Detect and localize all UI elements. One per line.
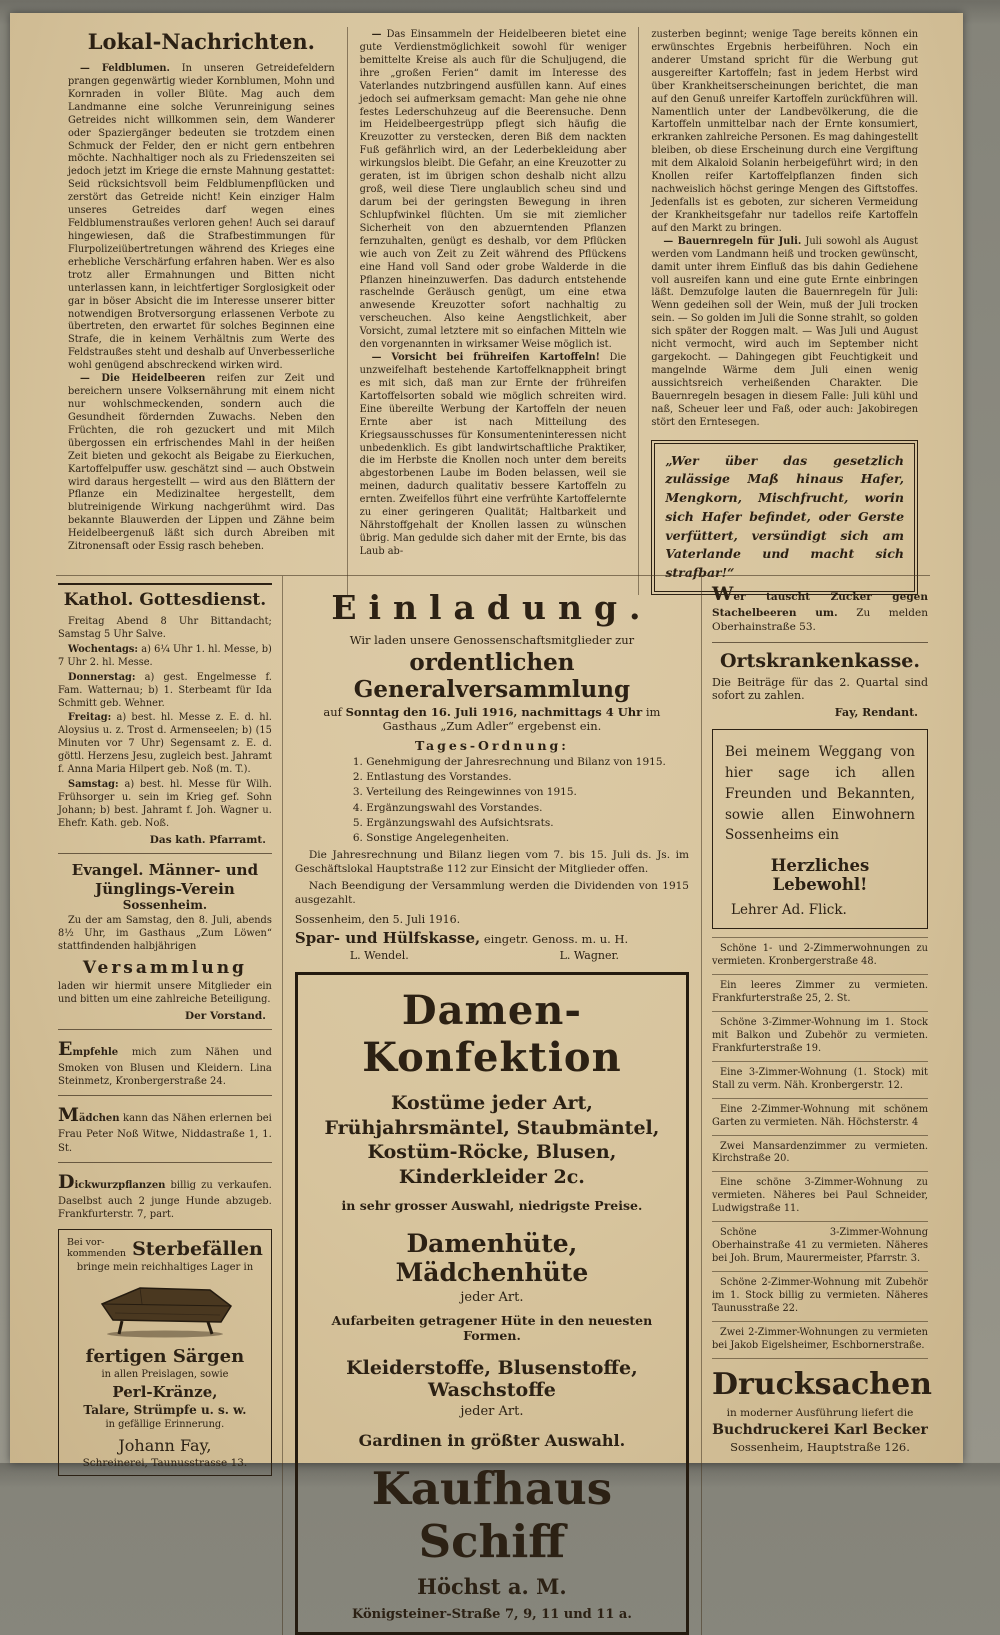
when-post: im Gasthaus „Zum Adler“ ergebenst ein. bbox=[382, 705, 661, 733]
article-text: Das Einsammeln der Heidelbeeren bietet eine gute Verdienstmöglichkeit sowohl für weniger bemittelte Kreise als auch für die Schuljugend, die ihre „großen Ferien“ damit im Interesse des Vaterlandes nutzbringend ausfüllen kann. Auf eines jedoch sei aufmerksam gemacht: Man gehe nie ohne festes Lederschuhzeug auf die Beerensuche. Denn im Heidelbeergestrüpp pflegt sich häufig die Kreuzotter zu verstecken, deren Biß dem nackten Fuß gefährlich wird, an der Lederbekleidung aber wirkungslos bleibt. Die Gefahr, an eine Kreuzotter zu geraten, ist im übrigen schon deshalb nicht allzu groß, weil diese Tiere unglaublich scheu sind und darum bei der geringsten Bewegung in ihren Schlupfwinkel flüchten. Um sie mit ziemlicher Sicherheit von den abzuerntenden Pflanzen fernzuhalten, genügt es deshalb, vor dem Pflücken wie auch von Zeit zu Zeit während des Pflückens eine Hand voll Sand oder grobe Walderde in die Pflanzen hineinzuwerfen. Das dadurch entstehende raschelnde Geräusch genügt, um eine etwa anwesende Kreuzotter sofort nachhaltig zu verscheuchen. Also keine Aengstlichkeit, aber Vorsicht, zumal letztere mit so einfachen Mitteln wie den vorgenannten in wirksamer Weise möglich ist. bbox=[359, 29, 627, 351]
service-text: Freitag Abend 8 Uhr Bittandacht; Samstag 5 Uhr Salve. bbox=[58, 616, 272, 640]
ad-lead: Empfehle bbox=[58, 1037, 119, 1060]
service-line bbox=[58, 712, 272, 777]
place-date: Sossenheim, den 5. Juli 1916. bbox=[294, 913, 461, 926]
printer-address: Sossenheim, Hauptstraße 126. bbox=[730, 1439, 910, 1454]
day-label: Freitag: bbox=[68, 712, 112, 724]
ad-products-line: Kostüme jeder Art, Frühjahrsmäntel, Staubmäntel, Kostüm-Röcke, Blusen, Kinderkleider 2c. bbox=[324, 1092, 660, 1189]
service-text: a) 6¼ Uhr 1. hl. Messe, b) 7 Uhr 2. hl. Messe. bbox=[58, 643, 272, 668]
farewell-signature: Lehrer Ad. Flick. bbox=[731, 902, 847, 919]
invitation-title: Einladung. bbox=[331, 588, 653, 627]
funeral-kraenze: Perl-Kränze, bbox=[112, 1383, 218, 1402]
drucksachen-line1: in moderner Ausführung liefert die bbox=[726, 1406, 914, 1419]
signature-wendel: L. Wendel. bbox=[349, 949, 409, 962]
ortskrankenkasse-title: Ortskrankenkasse. bbox=[720, 649, 920, 672]
when-date: Sonntag den 16. Juli 1916, nachmittags 4 Uhr bbox=[345, 705, 643, 719]
rule bbox=[58, 1162, 272, 1163]
funeral-pre-line2: kommenden bbox=[67, 1248, 127, 1260]
evangel-title: Evangel. Männer- und Jünglings-Verein bbox=[71, 860, 259, 898]
funeral-saerge: fertigen Särgen bbox=[85, 1346, 245, 1368]
day-label: Wochentags: bbox=[68, 643, 139, 655]
ad-aufarbeiten-line: Aufarbeiten getragener Hüte in den neuesten Formen. bbox=[331, 1312, 653, 1343]
apartment-listing: Zwei Mansardenzimmer zu vermieten. Kirchstraße 20. bbox=[712, 1135, 928, 1172]
ad-text: billig zu verkaufen. Daselbst auch 2 junge Hunde abzugeb. Frankfurterstr. 7, part. bbox=[58, 1179, 272, 1221]
article-text: reifen zur Zeit und bereichern unsere Volksernährung mit einem nicht nur wohlschmeckenden, sondern auch die Gesundheit fördernden Zuwachs. Neben den Früchten, die roh gezuckert und mit Milch übergossen ein erfrischendes Mahl in der heißen Zeit bieten und gekocht als Beigabe zu Eierkuchen, Kartoffelpuffer usw. geschätzt sind — auch Obstwein wird daraus hergestellt — wird aus den Blättern der Pflanze ein Medizinaltee hergestellt, dem blutreinigende Wirkung nachgerühmt wird. Das bekannte Blauwerden der Lippen und Zähne beim Heidelbeergenuß läßt sich durch Abreiben mit Zitronensaft oder Essig rasch beheben. bbox=[68, 373, 335, 553]
coffin-icon bbox=[90, 1277, 240, 1339]
service-text: a) best. hl. Messe für Wilh. Frühsorger u. sein im Krieg gef. Sohn Johann; b) best. Jahramt f. Joh. Wagner u. Ehefr. Kath. geb. Noß. bbox=[58, 779, 272, 829]
article-lead: — Bauernregeln für Juli. bbox=[663, 235, 802, 247]
drucksachen-title: Drucksachen bbox=[712, 1366, 932, 1402]
section-title: Lokal-Nachrichten. bbox=[87, 29, 315, 54]
organization-line bbox=[295, 928, 689, 947]
ortskrankenkasse-text: Die Beiträge für das 2. Quartal sind sofort zu zahlen. bbox=[712, 675, 928, 702]
agenda-item: 4. Ergänzungswahl des Vorstandes. bbox=[352, 801, 543, 814]
local-news-section bbox=[56, 27, 930, 595]
article-einsammeln bbox=[360, 29, 627, 352]
evangel-place: Sossenheim. bbox=[122, 898, 208, 913]
agenda-item: 3. Verteilung des Reingewinnes von 1915. bbox=[352, 786, 577, 799]
evangel-text: laden wir hiermit unsere Mitglieder ein und bitten um eine zahlreiche Beteiligung. bbox=[58, 981, 272, 1005]
service-text: a) gest. Engelmesse f. Fam. Watternau; b) 1. Sterbeamt für Ida Schmitt geb. Wehner. bbox=[58, 671, 272, 709]
rule bbox=[712, 642, 928, 643]
invitation-note2: Nach Beendigung der Versammlung werden die Dividenden von 1915 ausgezahlt. bbox=[294, 879, 689, 906]
apartment-listing: Schöne 1- und 2-Zimmerwohnungen zu vermieten. Kronbergerstraße 48. bbox=[712, 937, 928, 974]
agenda-title: Tages-Ordnung: bbox=[414, 738, 569, 753]
farewell-box bbox=[712, 729, 928, 930]
damen-konfektion-ad-box bbox=[295, 972, 689, 1635]
when-pre: auf bbox=[323, 705, 346, 719]
official-notice-text: „Wer über das gesetzlich zulässige Maß hinaus Hafer, Mengkorn, Mischfrucht, worin sich Hafer befindet, oder Gerste verfüttert, versündigt sich am Vaterlande und macht sich strafbar!“ bbox=[665, 452, 905, 581]
ad-hats-line: Damenhüte, Mädchenhüte bbox=[395, 1228, 589, 1287]
ad-text: mich zum Nähen und Smoken von Blusen und Kleidern. Lina Steinmetz, Kronbergerstraße 24. bbox=[58, 1046, 272, 1088]
store-city: Höchst a. M. bbox=[417, 1573, 567, 1599]
apartment-listing: Schöne 3-Zimmer-Wohnung Oberhainstraße 41 zu vermieten. Näheres bei Joh. Brum, Maurermeister, Pfarrstr. 3. bbox=[712, 1221, 928, 1271]
rule bbox=[58, 1095, 272, 1096]
article-text: Juli sowohl als August werden vom Landmann heiß und trocken gewünscht, damit unter ihrem Einfluß das bis dahin Gediehene voll ausreifen kann und eine gute Ernte einbringen läßt. Demzufolge lauten die Bauernregeln für Juli: Wenn gedeihen soll der Wein, muß der Juli trocken sein. — So golden im Juli die Sonne strahlt, so golden sich später der Roggen malt. — Was Juli und August nicht vermocht, wird auch im September nicht gargekocht. — Dahingegen gibt Feuchtigkeit und mangelnde Wärme dem Juli einen wenig aussichtsreich verheißenden Charakter. Die Bauernregeln besagen in diesem Falle: Juli kühl und naß, Scheuer leer und Faß, oder auch: Jakobiregen stört den Erntesegen. bbox=[651, 235, 919, 428]
ad-gardinen-line: Gardinen in größter Auswahl. bbox=[358, 1430, 626, 1450]
kathol-signature: Das kath. Pfarramt. bbox=[149, 833, 266, 846]
ad-title: Damen-Konfektion bbox=[362, 987, 622, 1081]
funeral-ad-box bbox=[58, 1229, 272, 1476]
invitation-when bbox=[295, 705, 689, 733]
announcements-section bbox=[56, 575, 930, 1635]
newspaper-page bbox=[10, 13, 963, 1622]
exchange-text: Zu melden Oberhainstraße 53. bbox=[712, 607, 928, 633]
classified-ad-naehen bbox=[58, 1037, 272, 1088]
agenda-item: 5. Ergänzungswahl des Aufsichtsrats. bbox=[352, 816, 554, 829]
apartment-listing: Schöne 2-Zimmer-Wohnung mit Zubehör im 1. Stock billig zu vermieten. Näheres Taunusstraße 22. bbox=[712, 1271, 928, 1321]
farewell-headline: Herzliches Lebewohl! bbox=[770, 856, 870, 895]
printer-name: Buchdruckerei Karl Becker bbox=[712, 1421, 928, 1438]
ad-text: kann das Nähen erlernen bei Frau Peter Noß Witwe, Niddastraße 1, 1. St. bbox=[58, 1113, 272, 1154]
day-label: Samstag: bbox=[68, 779, 119, 791]
classified-ad-dickwurz bbox=[58, 1170, 272, 1221]
apartment-listing: Eine 2-Zimmer-Wohnung mit schönem Garten zu vermieten. Näh. Höchsterstr. 4 bbox=[712, 1098, 928, 1135]
invitation-intro: Wir laden unsere Genossenschaftsmitglieder zur bbox=[349, 633, 635, 647]
funeral-owner-name: Johann Fay, bbox=[118, 1436, 212, 1456]
service-text: a) best. hl. Messe z. E. d. hl. Aloysius u. z. Trost d. Armenseelen; b) (15 Minuten vor 7 Uhr) Segensamt z. E. d. göttl. Herzens Jesu, zugleich best. Jahramt f. Anna Maria Hilpert geb. Noß (m. T.). bbox=[58, 712, 272, 776]
news-column-2 bbox=[347, 27, 639, 595]
funeral-talare: Talare, Strümpfe u. s. w. bbox=[83, 1403, 247, 1418]
news-column-1 bbox=[56, 27, 347, 595]
kathol-title: Kathol. Gottesdienst. bbox=[63, 590, 267, 610]
ad-lead: Dickwurzpflanzen bbox=[58, 1170, 166, 1193]
apartment-listing: Schöne 3-Zimmer-Wohnung im 1. Stock mit Balkon und Zubehör zu vermieten. Frankfurterstraße 19. bbox=[712, 1011, 928, 1061]
apartment-listing: Eine schöne 3-Zimmer-Wohnung zu vermieten. Näheres bei Paul Schneider, Ludwigstraße 11. bbox=[712, 1171, 928, 1221]
evangel-intro: Zu der am Samstag, den 8. Juli, abends 8½ Uhr, im Gasthaus „Zum Löwen“ stattfindenden halbjährigen bbox=[58, 915, 272, 953]
ad-jeder-art-1: jeder Art. bbox=[460, 1289, 524, 1305]
rule bbox=[58, 853, 272, 854]
article-text: Die unzweifelhaft bestehende Kartoffelknappheit bringt es mit sich, daß man zur Ernte der frühreifen Kartoffelsorten sobald wie möglich schreiten wird. Eine übereilte Werbung der Kartoffeln der neuen Ernte aber ist nach Mitteilung des Kriegsausschusses für Konsumenteninteressen nicht unbedenklich. Es gibt landwirtschaftliche Praktiker, die im Herbste die Knollen noch unter dem bereits abgestorbenen Laube im Boden belassen, weil sie meinen, dadurch qualitativ bessere Kartoffeln zu ernten. Zweifellos führt eine verfrühte Kartoffelernte zu einer geringeren Qualität; Haltbarkeit und Nährstoffgehalt der Knollen lassen zu wünschen übrig. Man gedulde sich daher mit der Ernte, bis das Laub ab- bbox=[359, 352, 627, 557]
center-column bbox=[282, 576, 702, 1635]
article-lead: — Feldblumen. bbox=[80, 63, 170, 74]
article-text: zusterben beginnt; wenige Tage bereits können ein erwünschtes Ergebnis herbeiführen. Noch ein anderer Umstand spricht für die Werbung gut ausgereifter Kartoffeln; fast in jedem Herbst wird über Krankheitserscheinungen berichtet, die man auf den Genuß unreifer Kartoffeln zurückführen will. Namentlich unter der Landbevölkerung, die die Kartoffeln unmittelbar nach der Ernte konsumiert, erkranken zahlreiche Personen. Es mag dahingestellt bleiben, ob diese Erscheinung durch eine Vergiftung mit dem Alkaloid Solanin herbeigeführt wird; in den Knollen reifer Kartoffelpflanzen finden sich nachweislich höchst geringe Mengen des Giftstoffes. Jedenfalls ist es geboten, zur sicheren Vermeidung der Krankheitsgefahr nur tadellos reife Kartoffeln auf den Markt zu bringen. bbox=[651, 29, 919, 234]
article-lead: — Vorsicht bei frühreifen Kartoffeln! bbox=[371, 352, 600, 364]
organization-type: eingetr. Genoss. m. u. H. bbox=[480, 932, 629, 946]
agenda-item: 1. Genehmigung der Jahresrechnung und Bilanz von 1915. bbox=[352, 756, 666, 768]
service-line bbox=[58, 779, 272, 831]
article-lead: — bbox=[371, 29, 382, 40]
rule bbox=[58, 583, 272, 585]
signature-wagner: L. Wagner. bbox=[559, 949, 619, 962]
service-line bbox=[58, 644, 272, 670]
left-column bbox=[56, 576, 282, 1635]
classified-ad-maedchen bbox=[58, 1103, 272, 1154]
farewell-text: Bei meinem Weggang von hier sage ich allen Freunden und Bekannten, sowie allen Einwohnern Sossenheims ein bbox=[725, 743, 915, 844]
ad-fabrics-line: Kleiderstoffe, Blusenstoffe, Waschstoffe bbox=[346, 1356, 638, 1401]
funeral-headline: Sterbefällen bbox=[132, 1238, 263, 1261]
funeral-pre-line1: Bei vor- bbox=[67, 1237, 105, 1249]
agenda-list bbox=[295, 755, 689, 846]
official-notice-box bbox=[651, 440, 918, 595]
funeral-line: bringe mein reichhaltiges Lager in bbox=[76, 1262, 254, 1274]
article-heidelbeeren bbox=[68, 373, 335, 554]
ad-selection-line: in sehr grosser Auswahl, niedrigste Preise. bbox=[341, 1197, 643, 1213]
article-kartoffeln-continued bbox=[651, 29, 918, 236]
day-label: Donnerstag: bbox=[68, 671, 136, 683]
funeral-erinnerung: in gefällige Erinnerung. bbox=[105, 1419, 225, 1431]
news-column-3 bbox=[638, 27, 930, 595]
rule bbox=[58, 1029, 272, 1030]
exchange-ad bbox=[712, 582, 928, 635]
apartment-listing: Ein leeres Zimmer zu vermieten. Frankfurterstraße 25, 2. St. bbox=[712, 974, 928, 1011]
apartment-listing: Eine 3-Zimmer-Wohnung (1. Stock) mit Stall zu verm. Näh. Kronbergerstr. 12. bbox=[712, 1061, 928, 1098]
ad-jeder-art-2: jeder Art. bbox=[460, 1403, 524, 1419]
article-kartoffeln bbox=[360, 352, 627, 559]
article-text: In unseren Getreidefeldern prangen gegenwärtig wieder Kornblumen, Mohn und Kornraden in voller Blüte. Mag auch dem Landmanne eine solche Verunreinigung seines Getreides nicht willkommen sein, dem Wanderer oder Spaziergänger bedeuten sie trotzdem einen Schmuck der Felder, den er nicht gern entbehren möchte. Nachhaltiger noch als zu Friedenszeiten sei jedoch jetzt im Kriege die ernste Mahnung gestattet: Seid rücksichtsvoll beim Feldblumenpflücken und zerstört das Getreide nicht! Kein einziger Halm unseres Getreides darf wegen eines Feldblumenstraußes verloren gehen! Auch sei darauf hingewiesen, daß die Strafbestimmungen für Flurpolizeiübertretungen während des Krieges eine erhebliche Verschärfung erfahren haben. Wer es also trotz aller Ermahnungen und Bitten nicht unterlassen kann, in leichtfertiger Sorglosigkeit oder gar in böser Absicht die im Interesse unserer bitter notwendigen Brotversorgung erlassenen Verbote zu übertreten, den erwartet für solches Beginnen eine Strafe, die in keinem Verhältnis zum Werte des Feldstraußes steht und deshalb auf Unverbesserliche wohl genügend abschreckend wirken wird. bbox=[68, 63, 335, 372]
service-line bbox=[58, 672, 272, 711]
signatures-row bbox=[295, 949, 689, 962]
versammlung-heading: Versammlung bbox=[82, 958, 247, 979]
apartment-listing: Zwei 2-Zimmer-Wohnungen zu vermieten bei Jakob Eigelsheimer, Eschbornerstraße. bbox=[712, 1321, 928, 1358]
store-address: Königsteiner-Straße 7, 9, 11 und 11 a. bbox=[351, 1606, 632, 1622]
invitation-note1: Die Jahresrechnung und Bilanz liegen vom 7. bis 15. Juli ds. Js. im Geschäftslokal Hauptstraße 112 zur Einsicht der Mitglieder offen. bbox=[294, 849, 689, 876]
funeral-address: Schreinerei, Taunusstrasse 13. bbox=[82, 1457, 248, 1470]
article-bauernregeln bbox=[651, 236, 918, 430]
agenda-item: 6. Sonstige Angelegenheiten. bbox=[352, 832, 510, 845]
ortskrankenkasse-signature: Fay, Rendant. bbox=[834, 705, 918, 719]
funeral-line2: in allen Preislagen, sowie bbox=[101, 1369, 229, 1381]
exchange-lead: Wer tauscht Zucker gegen Stachelbeeren um. bbox=[712, 583, 928, 620]
service-line bbox=[58, 616, 272, 642]
organization-name: Spar- und Hülfskasse, bbox=[294, 929, 481, 947]
general-assembly-heading: ordentlichen Generalversammlung bbox=[353, 649, 631, 703]
article-feldblumen bbox=[68, 63, 335, 373]
funeral-ad-pre bbox=[67, 1238, 126, 1260]
right-column bbox=[702, 576, 930, 1635]
store-name: Kaufhaus Schiff bbox=[371, 1461, 613, 1568]
evangel-signature: Der Vorstand. bbox=[184, 1009, 266, 1022]
ad-lead: Mädchen bbox=[58, 1104, 120, 1127]
article-lead: — Die Heidelbeeren bbox=[80, 373, 206, 385]
agenda-item: 2. Entlastung des Vorstandes. bbox=[352, 771, 512, 784]
drucksachen-ad bbox=[712, 1358, 932, 1454]
